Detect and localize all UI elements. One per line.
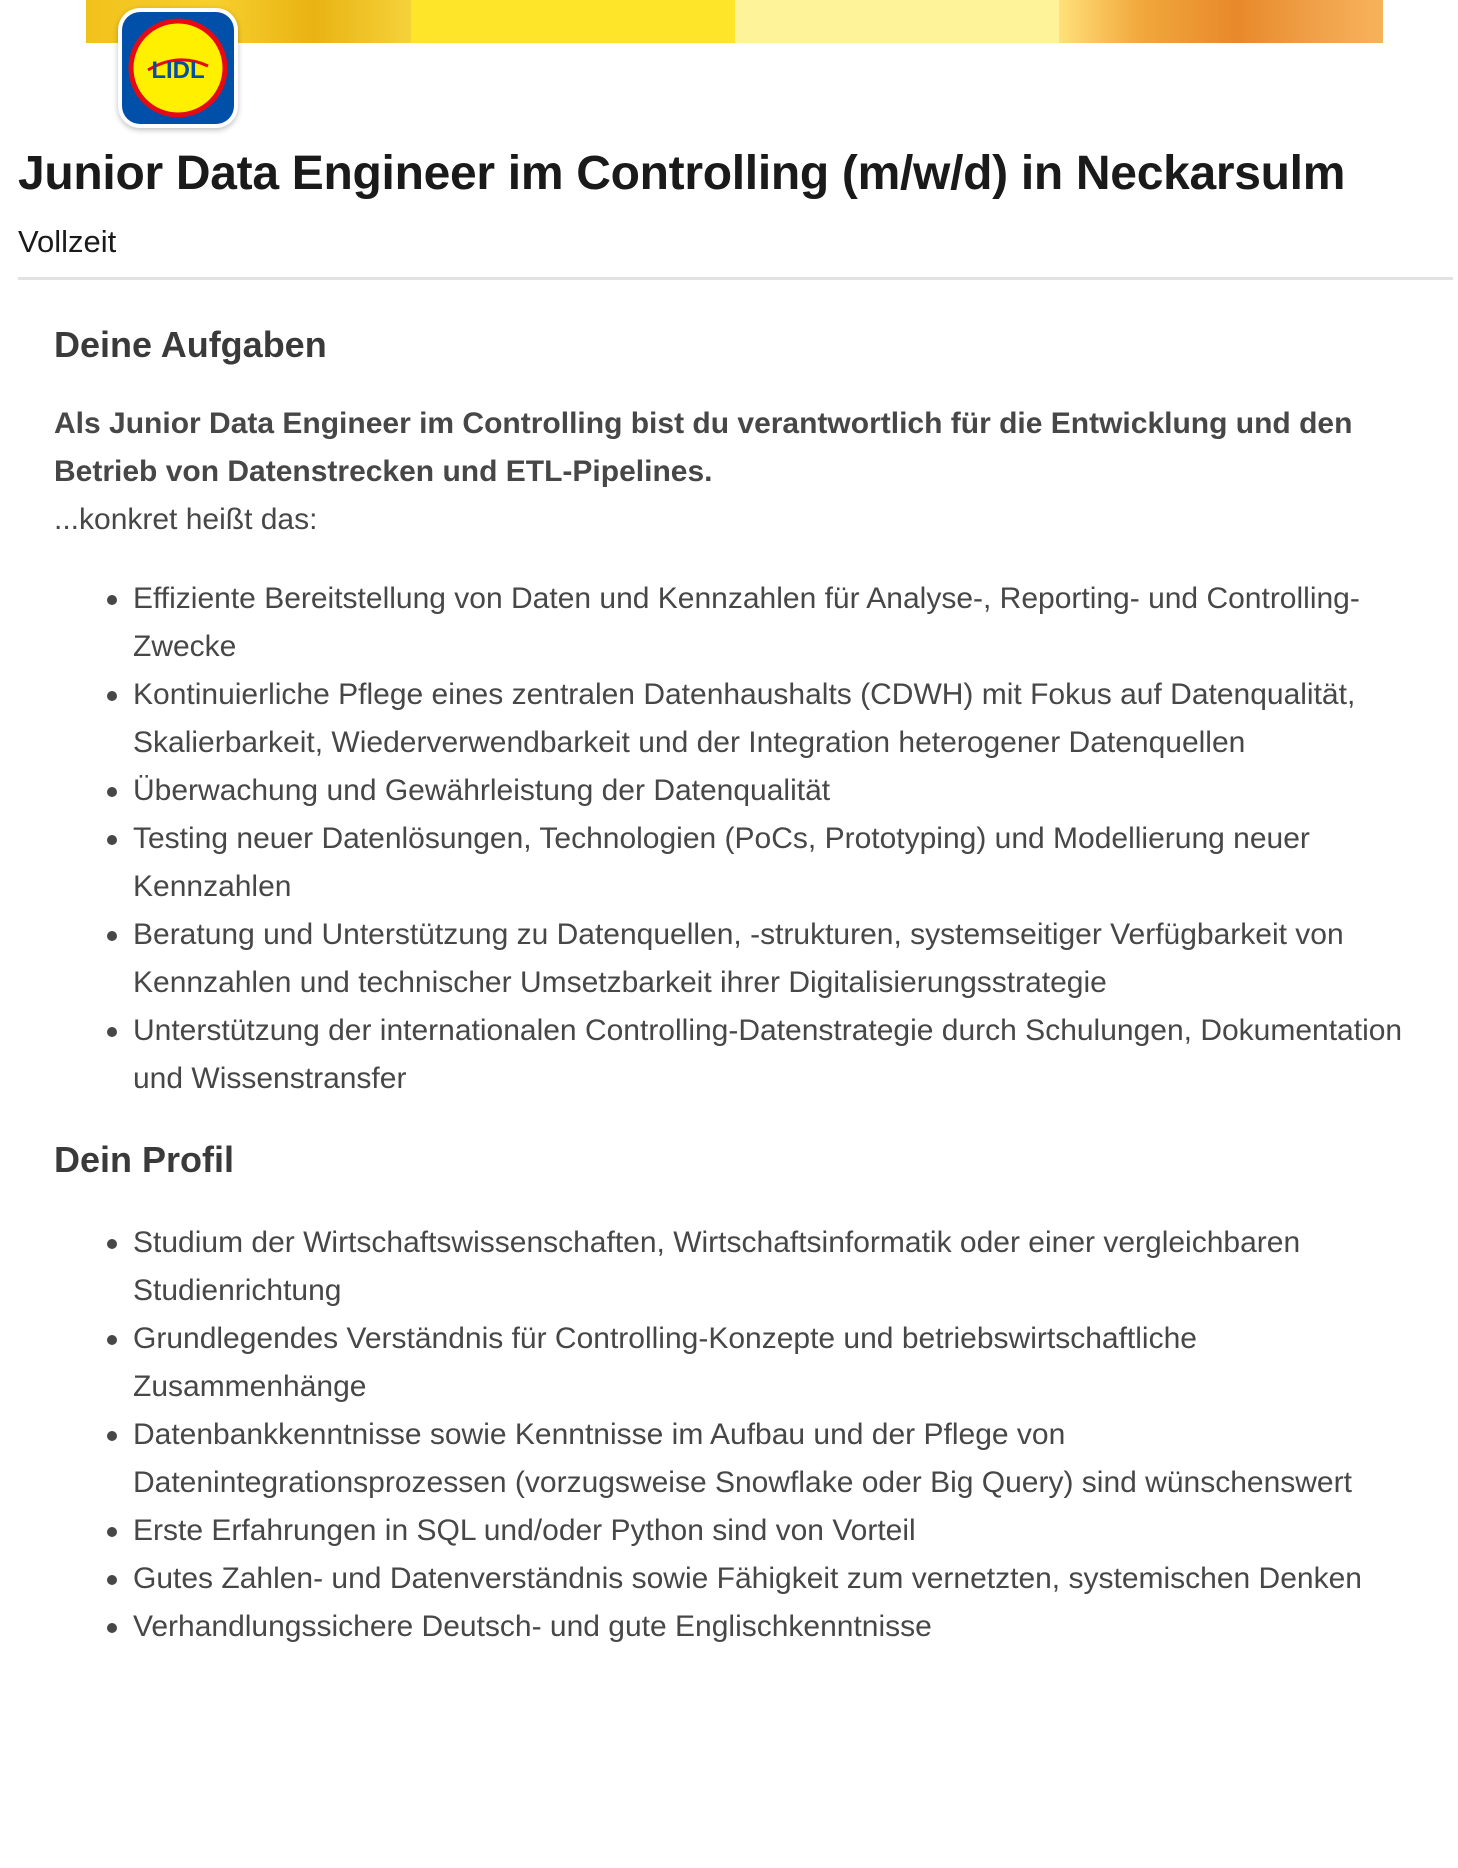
list-item: Grundlegendes Verständnis für Controlling-Konzepte und betriebswirtschaftliche Zusammenhänge bbox=[133, 1315, 1404, 1411]
lidl-logo-mark bbox=[128, 18, 228, 118]
tasks-intro-sub: ...konkret heißt das: bbox=[54, 503, 318, 536]
tasks-intro: Als Junior Data Engineer im Controlling bist du verantwortlich für die Entwicklung und den Betrieb von Datenstrecken und ETL-Pipelines. bbox=[54, 407, 1353, 488]
list-item: Testing neuer Datenlösungen, Technologien (PoCs, Prototyping) und Modellierung neuer Kennzahlen bbox=[133, 815, 1404, 911]
header-banner-image bbox=[86, 0, 1383, 43]
tasks-heading: Deine Aufgaben bbox=[54, 324, 327, 365]
list-item: Datenbankkenntnisse sowie Kenntnisse im Aufbau und der Pflege von Datenintegrationsprozessen (vorzugsweise Snowflake oder Big Query) sind wünschenswert bbox=[133, 1411, 1404, 1507]
list-item: Überwachung und Gewährleistung der Datenqualität bbox=[133, 767, 1404, 815]
company-logo[interactable] bbox=[118, 8, 238, 128]
list-item: Effiziente Bereitstellung von Daten und Kennzahlen für Analyse-, Reporting- und Controlling-Zwecke bbox=[133, 575, 1404, 671]
header-divider bbox=[18, 277, 1453, 280]
banner-yellow-block bbox=[411, 0, 735, 43]
list-item: Beratung und Unterstützung zu Datenquellen, -strukturen, systemseitiger Verfügbarkeit von Kennzahlen und technischer Umsetzbarkeit ihrer Digitalisierungsstrategie bbox=[133, 911, 1404, 1007]
logo-wordmark: LIDL bbox=[151, 57, 205, 84]
job-title: Junior Data Engineer im Controlling (m/w/d) in Neckarsulm bbox=[18, 147, 1346, 200]
list-item: Gutes Zahlen- und Datenverständnis sowie Fähigkeit zum vernetzten, systemischen Denken bbox=[133, 1555, 1404, 1603]
list-item: Unterstützung der internationalen Controlling-Datenstrategie durch Schulungen, Dokumentation und Wissenstransfer bbox=[133, 1007, 1404, 1103]
banner-light-yellow-block bbox=[735, 0, 1059, 43]
list-item: Kontinuierliche Pflege eines zentralen Datenhaushalts (CDWH) mit Fokus auf Datenqualität, Skalierbarkeit, Wiederverwendbarkeit und der Integration heterogener Datenquellen bbox=[133, 671, 1404, 767]
lidl-logo-icon bbox=[122, 12, 234, 124]
list-item: Verhandlungssichere Deutsch- und gute Englischkenntnisse bbox=[133, 1603, 1404, 1651]
profile-heading: Dein Profil bbox=[54, 1139, 235, 1180]
list-item: Studium der Wirtschaftswissenschaften, Wirtschaftsinformatik oder einer vergleichbaren Studienrichtung bbox=[133, 1219, 1404, 1315]
banner-photo-right bbox=[1059, 0, 1383, 43]
list-item: Erste Erfahrungen in SQL und/oder Python sind von Vorteil bbox=[133, 1507, 1404, 1555]
tasks-list bbox=[54, 575, 1404, 1103]
profile-list bbox=[54, 1219, 1404, 1651]
job-description bbox=[54, 318, 1404, 1651]
employment-type: Vollzeit bbox=[18, 224, 117, 259]
